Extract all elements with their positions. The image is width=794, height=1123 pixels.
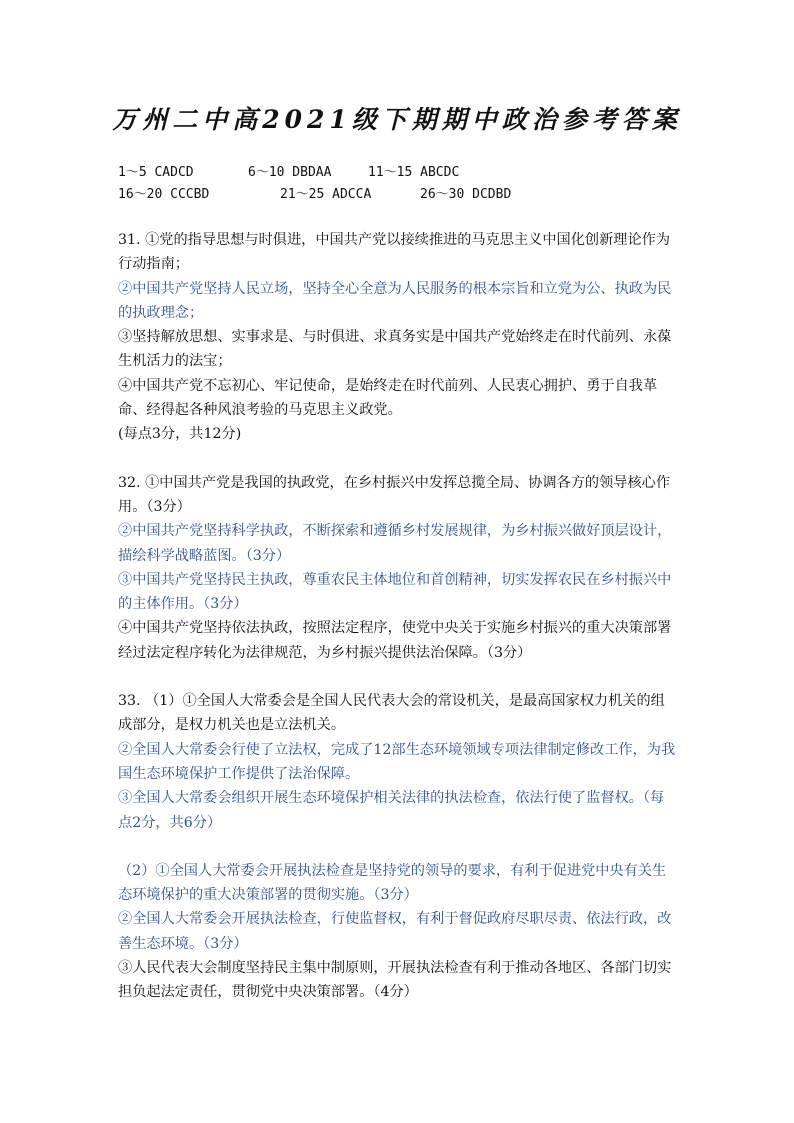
answer-point: ②中国共产党坚持人民立场，坚持全心全意为人民服务的根本宗旨和立党为公、执政为民的执政理念； — [118, 280, 672, 321]
answer-group: 21～25 ADCCA — [280, 187, 372, 202]
answer-point: 32. ①中国共产党是我国的执政党，在乡村振兴中发挥总揽全局、协调各方的领导核心作用。（3分） — [118, 474, 671, 515]
question-33-part-1 — [118, 689, 676, 835]
answer-content — [118, 228, 676, 1005]
answer-group: 26～30 DCDBD — [420, 187, 512, 202]
question-33-part-2 — [118, 859, 676, 1005]
answer-point: ②全国人大常委会行使了立法权，完成了12部生态环境领域专项法律制定修改工作，为我国生态环境保护工作提供了法治保障。 — [118, 741, 676, 782]
answer-point: ③全国人大常委会组织开展生态环境保护相关法律的执法检查，依法行使了监督权。（每点2分，共6分） — [118, 790, 665, 831]
question-32 — [118, 471, 676, 665]
question-31 — [118, 228, 676, 447]
answer-point: ④中国共产党不忘初心、牢记使命，是始终走在时代前列、人民衷心拥护、勇于自我革命、经得起各种风浪考验的马克思主义政党。 — [118, 377, 658, 419]
answer-point: （2）①全国人大常委会开展执法检查是坚持党的领导的要求，有利于促进党中央有关生态环境保护的重大决策部署的贯彻实施。（3分） — [118, 862, 667, 904]
answer-point: ②中国共产党坚持科学执政，不断探索和遵循乡村发展规律，为乡村振兴做好顶层设计，描绘科学战略蓝图。（3分） — [118, 523, 672, 564]
answer-point: 31. ①党的指导思想与时俱进，中国共产党以接续推进的马克思主义中国化创新理论作为行动指南； — [118, 232, 671, 273]
answer-point: ②全国人大常委会开展执法检查，行使监督权，有利于督促政府尽职尽责、依法行政，改善生态环境。（3分） — [118, 911, 672, 952]
answer-group: 6～10 DBDAA — [248, 165, 332, 180]
multiple-choice-answers — [118, 162, 540, 206]
answer-row — [118, 184, 540, 206]
answer-point: ③中国共产党坚持民主执政，尊重农民主体地位和首创精神，切实发挥农民在乡村振兴中的主体作用。（3分） — [118, 571, 672, 613]
spacer — [118, 665, 676, 689]
answer-row — [118, 162, 540, 184]
answer-point: 33. （1）①全国人大常委会是全国人民代表大会的常设机关，是最高国家权力机关的组成部分，是权力机关也是立法机关。 — [118, 693, 665, 734]
answer-point: ③人民代表大会制度坚持民主集中制原则，开展执法检查有利于推动各地区、各部门切实担负起法定责任，贯彻党中央决策部署。（4分） — [118, 960, 672, 1001]
answer-group: 16～20 CCCBD — [118, 187, 210, 202]
score-note: (每点3分，共12分) — [118, 426, 242, 443]
answer-group: 1～5 CADCD — [118, 165, 194, 180]
spacer — [118, 835, 676, 859]
page-title: 万州二中高2021级下期期中政治参考答案 — [112, 105, 682, 134]
answer-point: ④中国共产党坚持依法执政，按照法定程序，使党中央关于实施乡村振兴的重大决策部署经过法定程序转化为法律规范，为乡村振兴提供法治保障。（3分） — [118, 620, 672, 661]
spacer — [118, 447, 676, 471]
answer-group: 11～15 ABCDC — [368, 165, 460, 180]
answer-point: ③坚持解放思想、实事求是、与时俱进、求真务实是中国共产党始终走在时代前列、永葆生机活力的法宝； — [118, 329, 672, 370]
